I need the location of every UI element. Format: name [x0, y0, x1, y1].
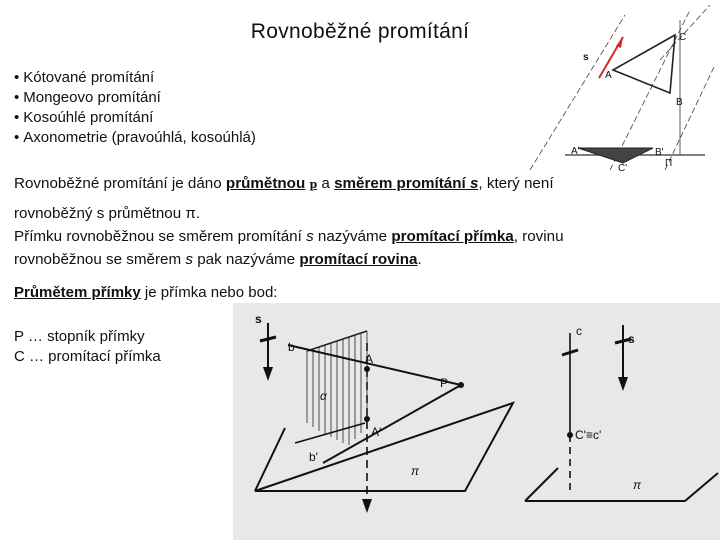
text: , rovinu	[513, 228, 564, 245]
symbol-pi: p	[309, 178, 318, 191]
label: A'	[371, 425, 382, 439]
section-subtitle	[14, 284, 277, 301]
label: s	[628, 332, 635, 346]
text: pak nazýváme	[192, 251, 300, 268]
list-item: • Axonometrie (pravoúhlá, kosoúhlá)	[14, 128, 256, 148]
point-c-prime	[567, 432, 573, 438]
point-a-prime	[364, 416, 370, 422]
label: C'	[618, 163, 628, 172]
label: B'	[655, 147, 664, 158]
label: s	[255, 312, 262, 326]
label: A	[605, 70, 612, 81]
point-a	[364, 366, 370, 372]
paragraph-line-4	[14, 248, 704, 271]
label: π	[411, 464, 420, 478]
text: nazýváme	[313, 228, 392, 245]
point-p	[458, 382, 464, 388]
subtitle-bold: Průmětem přímky	[14, 284, 141, 301]
parallel-projection-figure	[505, 0, 720, 172]
symbol-s: s	[185, 251, 193, 268]
definition-paragraph	[14, 172, 704, 271]
list-item: • Kosoúhlé promítání	[14, 108, 256, 128]
symbol-s: s	[465, 175, 479, 192]
label: A'	[571, 146, 580, 157]
page-title: Rovnoběžné promítání	[250, 20, 470, 43]
label: A	[365, 352, 374, 366]
figure-background	[233, 303, 720, 540]
text: Přímku rovnoběžnou se směrem promítání	[14, 228, 307, 245]
label: b	[288, 340, 295, 354]
list-item: • Mongeovo promítání	[14, 88, 256, 108]
legend-item: C … promítací přímka	[14, 348, 161, 365]
list-item: • Kótované promítání	[14, 68, 256, 88]
term-projection-plane: průmětnou	[225, 175, 306, 192]
label: P	[440, 376, 449, 390]
paragraph-line-3	[14, 225, 704, 248]
line-projection-figure	[233, 303, 720, 540]
label: C	[679, 32, 687, 43]
text: .	[417, 251, 422, 268]
label: α	[320, 389, 327, 403]
subtitle-rest: je přímka nebo bod:	[140, 284, 278, 301]
term-projection-direction: směrem promítání	[334, 175, 466, 192]
paragraph-line-1	[14, 172, 704, 196]
paragraph-line-2: rovnoběžný s průmětnou π.	[14, 205, 201, 222]
label: π	[633, 478, 642, 492]
text: , který není	[478, 175, 554, 192]
legend-item: P … stopník přímky	[14, 328, 145, 345]
label: Π	[665, 158, 673, 169]
label: B	[676, 97, 683, 108]
label: s	[583, 52, 589, 63]
term-projecting-plane: promítací rovina	[299, 251, 418, 268]
symbol-s: s	[306, 228, 314, 245]
text: rovnoběžnou se směrem	[14, 251, 186, 268]
label: c	[576, 324, 582, 338]
label: C'≡c'	[575, 428, 602, 442]
text: a	[317, 175, 335, 192]
term-projecting-line: promítací přímka	[391, 228, 514, 245]
triangle-abc	[613, 35, 675, 93]
label: b'	[309, 450, 318, 464]
text: Rovnoběžné promítání je dáno	[14, 175, 226, 192]
legend	[14, 327, 161, 367]
bullet-list	[14, 68, 256, 148]
